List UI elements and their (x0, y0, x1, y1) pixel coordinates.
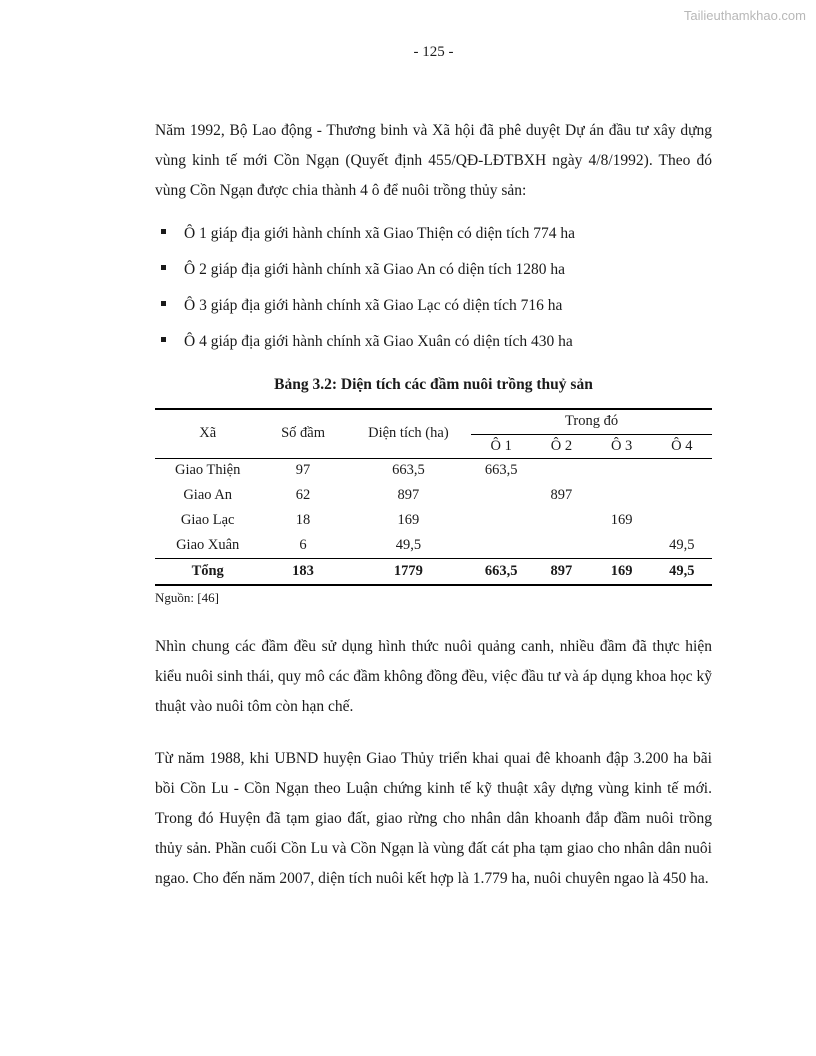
table-source-note: Nguồn: [46] (155, 590, 219, 605)
document-body (155, 116, 712, 902)
cell-o3 (592, 483, 652, 508)
cell-total-o3: 169 (592, 558, 652, 585)
paragraph-intro: Năm 1992, Bộ Lao động - Thương binh và Xã hội đã phê duyệt Dự án đầu tư xây dựng vùng kinh tế mới Cồn Ngạn (Quyết định 455/QĐ-LĐTBXH ngày 4/8/1992). Theo đó vùng Cồn Ngạn được chia thành 4 ô để nuôi trồng thủy sản: (155, 122, 712, 199)
square-bullet-icon (161, 229, 166, 234)
cell-total-so-dam: 183 (260, 558, 345, 585)
table-header-row-1 (155, 409, 712, 434)
table-total-row (155, 558, 712, 585)
list-item (155, 216, 712, 252)
bullet-text: Ô 4 giáp địa giới hành chính xã Giao Xuân có diện tích 430 ha (184, 333, 573, 350)
cell-o3 (592, 458, 652, 483)
bullet-text: Ô 3 giáp địa giới hành chính xã Giao Lạc có diện tích 716 ha (184, 297, 563, 314)
table-row (155, 483, 712, 508)
cell-o4: 49,5 (669, 536, 695, 553)
cell-total-o2: 897 (531, 558, 591, 585)
table-row (155, 508, 712, 533)
square-bullet-icon (161, 337, 166, 342)
bullet-list (155, 216, 712, 360)
cell-o2 (531, 533, 591, 558)
cell-o1 (471, 508, 531, 533)
column-header-o2: Ô 2 (531, 434, 591, 458)
cell-xa: Giao Lạc (180, 512, 235, 528)
column-header-so-dam: Số đầm (260, 409, 345, 458)
cell-o3 (592, 533, 652, 558)
paragraph-general: Nhìn chung các đầm đều sử dụng hình thức nuôi quảng canh, nhiều đầm đã thực hiện kiểu nuôi sinh thái, quy mô các đầm không đồng đều, việc đầu tư và áp dụng khoa học kỹ thuật vào nuôi tôm còn hạn chế. (155, 638, 712, 715)
cell-so-dam: 62 (295, 487, 311, 503)
column-header-xa: Xã (155, 409, 260, 458)
bullet-text: Ô 1 giáp địa giới hành chính xã Giao Thiện có diện tích 774 ha (184, 225, 576, 242)
list-item (155, 324, 712, 360)
cell-total-dien-tich: 1779 (346, 558, 471, 585)
cell-total-label: Tổng (155, 558, 260, 585)
table-row (155, 458, 712, 483)
cell-total-o1: 663,5 (471, 558, 531, 585)
list-item (155, 288, 712, 324)
column-header-dien-tich: Diện tích (ha) (346, 409, 471, 458)
cell-o4 (652, 458, 712, 483)
cell-xa: Giao Xuân (176, 536, 240, 553)
cell-xa: Giao An (183, 487, 233, 503)
cell-o4 (652, 508, 712, 533)
cell-o1: 663,5 (484, 462, 518, 479)
cell-so-dam: 97 (295, 462, 311, 479)
cell-total-o4: 49,5 (652, 558, 712, 585)
cell-dien-tich: 897 (397, 487, 420, 503)
data-table (155, 408, 712, 586)
column-group-header-trong-do: Trong đó (471, 409, 712, 434)
cell-so-dam: 18 (295, 512, 311, 528)
cell-dien-tich: 49,5 (395, 536, 422, 553)
cell-dien-tich: 169 (397, 512, 420, 528)
column-header-o4: Ô 4 (652, 434, 712, 458)
list-item (155, 252, 712, 288)
cell-dien-tich: 663,5 (392, 462, 425, 479)
cell-o1 (471, 533, 531, 558)
cell-o1 (471, 483, 531, 508)
cell-o2 (531, 508, 591, 533)
column-header-o3: Ô 3 (592, 434, 652, 458)
page-number: - 125 - (413, 44, 454, 60)
square-bullet-icon (161, 265, 166, 270)
cell-so-dam: 6 (299, 536, 307, 553)
cell-o2 (531, 458, 591, 483)
cell-o4 (652, 483, 712, 508)
column-header-o1: Ô 1 (471, 434, 531, 458)
table-row (155, 533, 712, 558)
paragraph-history: Từ năm 1988, khi UBND huyện Giao Thủy triển khai quai đê khoanh đập 3.200 ha bãi bồi Cồn Lu - Cồn Ngạn theo Luận chứng kinh tế kỹ thuật xây dựng vùng kinh tế mới. Trong đó Huyện đã tạm giao đất, giao rừng cho nhân dân khoanh đắp đầm nuôi trồng thủy sản. Phần cuối Cồn Lu và Cồn Ngạn là vùng đất cát pha tạm giao cho nhân dân nuôi ngao. Cho đến năm 2007, diện tích nuôi kết hợp là 1.779 ha, nuôi chuyên ngao là 450 ha. (155, 750, 712, 887)
watermark-site-label: Tailieuthamkhao.com (683, 8, 806, 23)
table-caption: Bảng 3.2: Diện tích các đầm nuôi trồng thuỷ sản (274, 376, 593, 393)
cell-xa: Giao Thiện (175, 462, 241, 479)
cell-o3: 169 (610, 512, 633, 528)
square-bullet-icon (161, 301, 166, 306)
bullet-text: Ô 2 giáp địa giới hành chính xã Giao An có diện tích 1280 ha (184, 261, 565, 278)
cell-o2: 897 (550, 487, 573, 503)
